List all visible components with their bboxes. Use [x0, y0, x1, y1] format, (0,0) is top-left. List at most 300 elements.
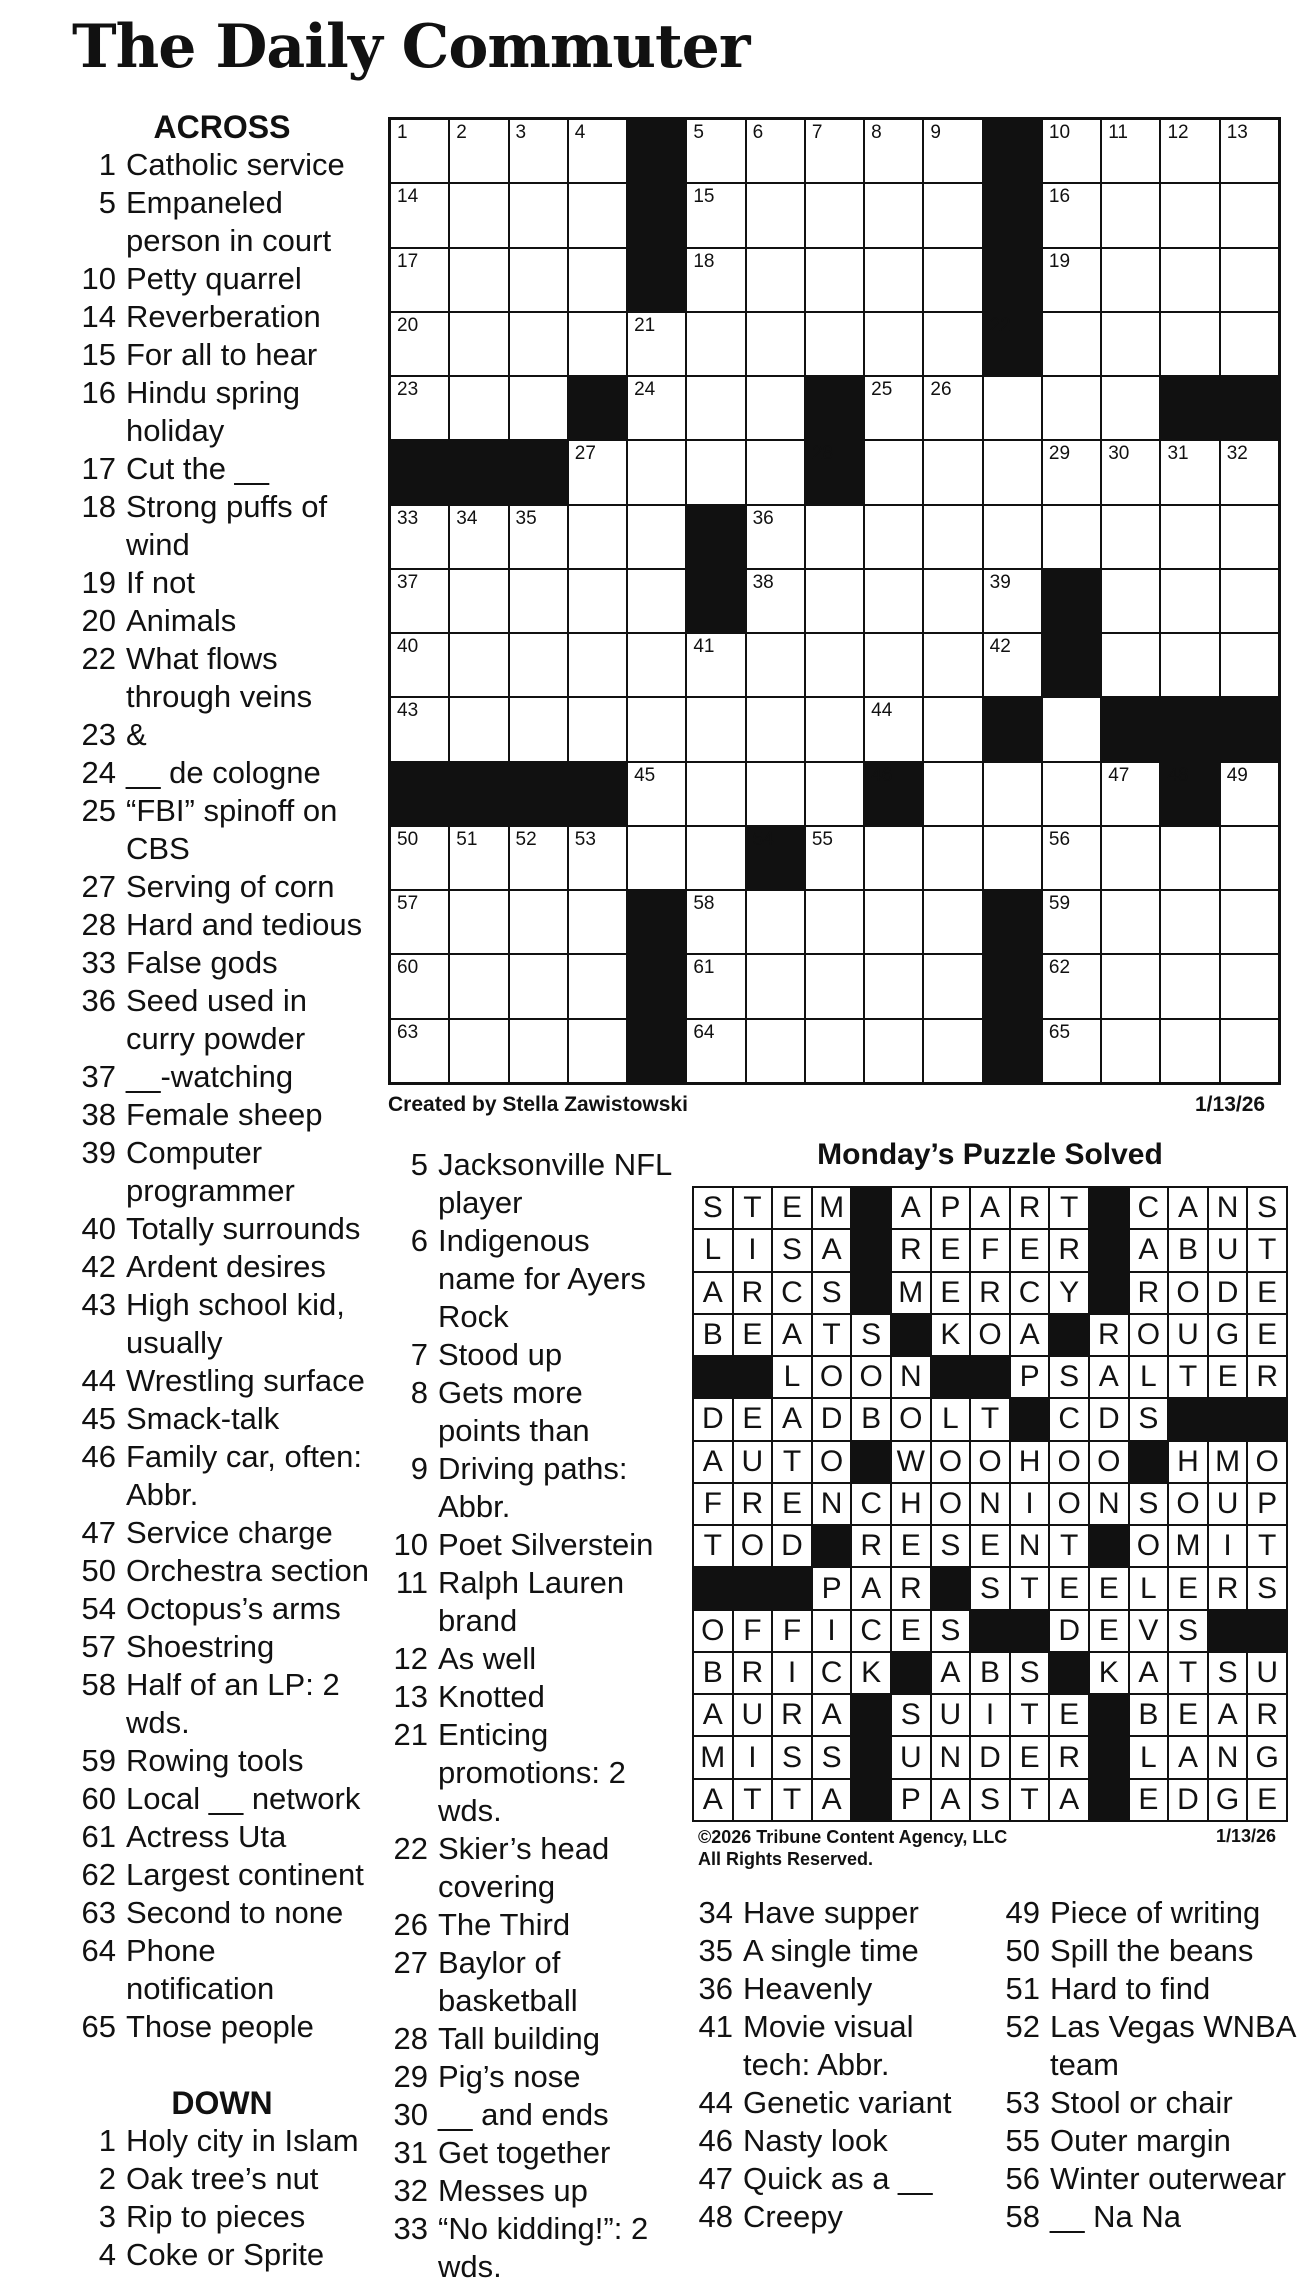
grid-cell — [865, 698, 922, 760]
solution-letter: S — [1011, 1653, 1049, 1693]
grid-number: 6 — [752, 122, 764, 143]
grid-cell — [510, 891, 567, 953]
clue-item — [384, 1830, 674, 1906]
solution-letter: T — [971, 1399, 1009, 1439]
grid-cell — [924, 506, 981, 568]
grid-number: 65 — [1048, 1021, 1071, 1043]
clue-number: 33 — [81, 945, 116, 980]
clue-number: 58 — [1005, 2199, 1040, 2234]
clue-item — [689, 1932, 989, 1970]
clue-item — [384, 2096, 674, 2134]
clue-item — [996, 2008, 1296, 2084]
clue-item — [72, 184, 372, 260]
grid-cell — [391, 891, 448, 953]
clue-text: Ralph Lauren brand — [438, 1565, 625, 1638]
grid-number: 33 — [397, 507, 419, 529]
grid-cell — [687, 1020, 744, 1082]
solution-letter: A — [694, 1273, 732, 1313]
down-clue-list-1 — [72, 2122, 372, 2274]
grid-cell — [1221, 1020, 1278, 1082]
grid-black-square — [510, 763, 567, 825]
clue-item — [996, 2084, 1296, 2122]
clue-text: Hindu spring holiday — [126, 375, 301, 448]
grid-cell — [1161, 955, 1218, 1017]
clue-item — [72, 2236, 372, 2274]
solution-letter: T — [1050, 1188, 1088, 1228]
solution-letter: H — [1011, 1442, 1049, 1482]
clue-text: Enticing promotions: 2 wds. — [438, 1717, 626, 1828]
solution-letter: E — [1248, 1273, 1286, 1313]
solution-black-square — [1090, 1273, 1128, 1313]
clue-number: 63 — [81, 1895, 116, 1930]
grid-cell — [806, 184, 863, 246]
down-clue-list-4 — [996, 1894, 1296, 2236]
grid-cell — [806, 634, 863, 696]
clue-item — [384, 1526, 674, 1564]
clue-number: 36 — [81, 983, 116, 1018]
clue-text: Pig’s nose — [438, 2059, 581, 2094]
grid-number: 56 — [1048, 828, 1071, 850]
solution-letter: S — [1130, 1399, 1168, 1439]
clue-number: 44 — [81, 1363, 116, 1398]
solution-letter: E — [734, 1315, 772, 1355]
clue-number: 13 — [393, 1679, 428, 1714]
grid-cell — [747, 570, 804, 632]
solution-letter: S — [773, 1230, 811, 1270]
clue-text: __ de cologne — [126, 755, 321, 790]
clue-number: 58 — [81, 1667, 116, 1702]
clue-item — [72, 1628, 372, 1666]
grid-cell — [1161, 634, 1218, 696]
clue-text: Hard to find — [1050, 1971, 1211, 2006]
solution-letter: E — [1090, 1568, 1128, 1608]
solution-black-square — [852, 1737, 890, 1777]
solution-letter: O — [1090, 1442, 1128, 1482]
clue-item — [72, 1362, 372, 1400]
solution-letter: C — [852, 1484, 890, 1524]
solution-letter: N — [1090, 1484, 1128, 1524]
clue-number: 25 — [81, 793, 116, 828]
solution-letter: A — [1090, 1357, 1128, 1397]
down-heading: DOWN — [171, 2085, 273, 2121]
grid-cell — [569, 634, 626, 696]
grid-cell — [391, 377, 448, 439]
clue-number: 10 — [393, 1527, 428, 1562]
solution-letter: T — [694, 1526, 732, 1566]
grid-cell — [924, 120, 981, 182]
solution-letter: F — [773, 1611, 811, 1651]
grid-cell — [1102, 827, 1159, 889]
clue-item — [384, 1374, 674, 1450]
grid-cell — [1221, 891, 1278, 953]
clue-number: 44 — [698, 2085, 733, 2120]
clue-item — [996, 2160, 1296, 2198]
clue-number: 35 — [698, 1933, 733, 1968]
clue-item — [72, 2008, 372, 2046]
clue-text: Oak tree’s nut — [126, 2161, 319, 2196]
grid-cell — [865, 249, 922, 311]
solution-letter: U — [734, 1442, 772, 1482]
grid-number: 38 — [752, 571, 774, 593]
solution-letter: E — [734, 1399, 772, 1439]
grid-black-square — [984, 313, 1041, 375]
solution-black-square — [694, 1357, 732, 1397]
clue-text: Piece of writing — [1050, 1895, 1261, 1930]
grid-black-square — [628, 891, 685, 953]
grid-cell — [391, 570, 448, 632]
grid-cell — [450, 827, 507, 889]
grid-cell — [865, 827, 922, 889]
grid-cell — [924, 1020, 981, 1082]
clue-text: Skier’s head covering — [438, 1831, 610, 1904]
clue-item — [72, 1818, 372, 1856]
clue-text: Quick as a __ — [743, 2161, 933, 2196]
grid-black-square — [806, 377, 863, 439]
copyright — [698, 1826, 1007, 1870]
grid-number: 63 — [397, 1021, 419, 1043]
grid-black-square — [1221, 698, 1278, 760]
grid-cell — [924, 441, 981, 503]
solution-black-square — [1209, 1399, 1247, 1439]
grid-cell — [924, 377, 981, 439]
clue-item — [72, 640, 372, 716]
grid-cell — [1043, 763, 1100, 825]
grid-number: 59 — [1048, 893, 1071, 915]
grid-cell — [1161, 891, 1218, 953]
solution-letter: A — [932, 1780, 970, 1820]
grid-cell — [569, 955, 626, 1017]
solution-black-square — [852, 1442, 890, 1482]
solution-letter: B — [694, 1653, 732, 1693]
clue-text: Driving paths: Abbr. — [438, 1451, 628, 1524]
solution-letter: T — [813, 1315, 851, 1355]
solution-letter: O — [1130, 1526, 1168, 1566]
grid-number: 42 — [989, 636, 1011, 658]
clue-text: Phone notification — [126, 1933, 275, 2006]
grid-black-square — [391, 441, 448, 503]
clue-text: Coke or Sprite — [126, 2237, 325, 2272]
clue-number: 15 — [81, 337, 116, 372]
solution-letter: U — [1248, 1653, 1286, 1693]
grid-cell — [510, 1020, 567, 1082]
across-heading: ACROSS — [153, 109, 291, 145]
clue-text: Seed used in curry powder — [126, 983, 307, 1056]
grid-black-square — [984, 1020, 1041, 1082]
grid-number: 29 — [1048, 443, 1071, 465]
clue-item — [72, 1514, 372, 1552]
clue-number: 9 — [410, 1451, 428, 1486]
solution-letter: N — [971, 1484, 1009, 1524]
clue-number: 3 — [98, 2199, 116, 2234]
solution-letter: L — [694, 1230, 732, 1270]
grid-cell — [510, 184, 567, 246]
grid-cell — [628, 763, 685, 825]
clue-text: __-watching — [126, 1059, 294, 1094]
clue-text: Serving of corn — [126, 869, 335, 904]
solution-letter: N — [892, 1357, 930, 1397]
clue-item — [72, 792, 372, 868]
clue-number: 26 — [393, 1907, 428, 1942]
grid-number: 47 — [1108, 764, 1130, 786]
grid-cell — [1221, 184, 1278, 246]
solution-letter: B — [971, 1653, 1009, 1693]
grid-cell — [1043, 184, 1100, 246]
solution-letter: T — [1169, 1653, 1207, 1693]
solution-letter: O — [1169, 1484, 1207, 1524]
grid-black-square — [391, 763, 448, 825]
solution-letter: S — [1169, 1611, 1207, 1651]
solution-letter: C — [813, 1653, 851, 1693]
clue-item — [996, 1894, 1296, 1932]
clue-number: 1 — [98, 2123, 116, 2158]
grid-cell — [569, 313, 626, 375]
grid-cell — [865, 441, 922, 503]
solution-letter: H — [892, 1484, 930, 1524]
clue-number: 59 — [81, 1743, 116, 1778]
grid-cell — [747, 634, 804, 696]
solution-letter: T — [1050, 1526, 1088, 1566]
grid-cell — [510, 120, 567, 182]
grid-black-square — [865, 763, 922, 825]
grid-cell — [865, 1020, 922, 1082]
clue-text: A single time — [743, 1933, 919, 1968]
solution-letter: E — [773, 1188, 811, 1228]
grid-black-square — [1161, 763, 1218, 825]
grid-cell — [510, 634, 567, 696]
grid-black-square — [984, 698, 1041, 760]
clue-text: Winter outerwear — [1050, 2161, 1287, 2196]
solution-letter: A — [1130, 1653, 1168, 1693]
clue-item — [72, 374, 372, 450]
solution-black-square — [1209, 1611, 1247, 1651]
solution-letter: E — [1130, 1780, 1168, 1820]
clue-text: Orchestra section — [126, 1553, 369, 1588]
clue-item — [72, 564, 372, 602]
clue-number: 29 — [393, 2059, 428, 2094]
grid-cell — [984, 763, 1041, 825]
solution-letter: M — [813, 1188, 851, 1228]
grid-cell — [450, 313, 507, 375]
solution-letter: S — [773, 1737, 811, 1777]
solution-letter: R — [1090, 1315, 1128, 1355]
grid-number: 41 — [693, 636, 715, 658]
grid-number: 40 — [397, 636, 419, 658]
grid-black-square — [1161, 377, 1218, 439]
solution-letter: H — [1169, 1442, 1207, 1482]
clue-item — [384, 1716, 674, 1830]
grid-cell — [450, 120, 507, 182]
solution-letter: N — [1209, 1188, 1247, 1228]
clue-number: 12 — [393, 1641, 428, 1676]
grid-cell — [450, 570, 507, 632]
clue-number: 48 — [698, 2199, 733, 2234]
solution-letter: A — [852, 1568, 890, 1608]
grid-number: 22 — [989, 314, 1011, 336]
grid-cell — [1221, 313, 1278, 375]
clue-number: 60 — [81, 1781, 116, 1816]
clue-text: Hard and tedious — [126, 907, 363, 942]
grid-cell — [747, 763, 804, 825]
clue-number: 18 — [81, 489, 116, 524]
solution-letter: A — [813, 1695, 851, 1735]
grid-cell — [687, 955, 744, 1017]
solution-black-square — [734, 1357, 772, 1397]
solution-letter: S — [932, 1611, 970, 1651]
clue-text: Petty quarrel — [126, 261, 302, 296]
grid-cell — [687, 827, 744, 889]
solution-black-square — [773, 1568, 811, 1608]
grid-cell — [747, 698, 804, 760]
clue-text: Half of an LP: 2 wds. — [126, 1667, 340, 1740]
clue-item — [72, 2198, 372, 2236]
solution-letter: E — [1169, 1695, 1207, 1735]
grid-black-square — [1102, 698, 1159, 760]
clue-item — [384, 1450, 674, 1526]
clue-text: Outer margin — [1050, 2123, 1231, 2158]
grid-number: 58 — [693, 893, 715, 915]
solution-letter: R — [892, 1568, 930, 1608]
clue-text: Creepy — [743, 2199, 843, 2234]
clue-item — [72, 146, 372, 184]
clue-text: Actress Uta — [126, 1819, 287, 1854]
grid-cell — [1043, 1020, 1100, 1082]
clue-item — [72, 298, 372, 336]
grid-number: 2 — [456, 122, 467, 143]
clue-number: 55 — [1005, 2123, 1040, 2158]
solution-letter: T — [1169, 1357, 1207, 1397]
grid-cell — [806, 313, 863, 375]
grid-cell — [1161, 1020, 1218, 1082]
clue-item — [72, 1248, 372, 1286]
grid-number: 10 — [1048, 122, 1071, 143]
solution-letter: O — [694, 1611, 732, 1651]
grid-cell — [865, 570, 922, 632]
solution-black-square — [1050, 1315, 1088, 1355]
grid-cell — [510, 313, 567, 375]
solution-black-square — [1169, 1399, 1207, 1439]
grid-black-square — [984, 120, 1041, 182]
clue-text: Totally surrounds — [126, 1211, 361, 1246]
solution-letter: S — [1248, 1188, 1286, 1228]
clue-number: 2 — [98, 2161, 116, 2196]
clue-number: 27 — [81, 869, 116, 904]
clue-item — [384, 1640, 674, 1678]
clue-number: 62 — [81, 1857, 116, 1892]
clue-item — [72, 336, 372, 374]
clue-item — [72, 602, 372, 640]
clue-item — [72, 260, 372, 298]
solution-letter: O — [971, 1315, 1009, 1355]
solution-letter: A — [1169, 1737, 1207, 1777]
grid-cell — [1043, 955, 1100, 1017]
grid-number: 19 — [1048, 250, 1071, 272]
down-clues-column-3 — [689, 1894, 989, 2236]
grid-black-square — [984, 184, 1041, 246]
solution-letter: N — [932, 1737, 970, 1777]
clue-number: 41 — [698, 2009, 733, 2044]
solution-letter: T — [773, 1442, 811, 1482]
solution-letter: D — [971, 1737, 1009, 1777]
clue-item — [689, 2160, 989, 2198]
clue-number: 23 — [81, 717, 116, 752]
clue-item — [72, 1438, 372, 1514]
solution-letter: E — [1169, 1568, 1207, 1608]
solution-black-square — [932, 1568, 970, 1608]
grid-cell — [450, 698, 507, 760]
grid-number: 25 — [871, 379, 893, 401]
grid-cell — [747, 249, 804, 311]
clue-item — [72, 1286, 372, 1362]
solution-letter: S — [1248, 1568, 1286, 1608]
grid-black-square — [569, 763, 626, 825]
solution-letter: I — [971, 1695, 1009, 1735]
solution-letter: R — [734, 1653, 772, 1693]
grid-cell — [510, 698, 567, 760]
grid-number: 5 — [693, 122, 704, 143]
clue-text: Tall building — [438, 2021, 600, 2056]
clue-number: 30 — [393, 2097, 428, 2132]
grid-cell — [984, 506, 1041, 568]
solution-black-square — [1090, 1737, 1128, 1777]
solution-black-square — [971, 1611, 1009, 1651]
clue-text: What flows through veins — [126, 641, 313, 714]
clue-item — [72, 1780, 372, 1818]
grid-cell — [924, 313, 981, 375]
grid-cell — [687, 634, 744, 696]
solution-letter: K — [932, 1315, 970, 1355]
solution-letter: B — [852, 1399, 890, 1439]
grid-cell — [1043, 120, 1100, 182]
grid-cell — [628, 313, 685, 375]
clue-text: Female sheep — [126, 1097, 323, 1132]
solution-letter: A — [1011, 1315, 1049, 1355]
down-clue-list-2 — [384, 1146, 674, 2286]
grid-cell — [747, 441, 804, 503]
clue-item — [384, 2172, 674, 2210]
clue-item — [384, 1944, 674, 2020]
solution-letter: S — [813, 1273, 851, 1313]
solution-letter: U — [1169, 1315, 1207, 1355]
grid-cell — [1043, 827, 1100, 889]
grid-cell — [806, 506, 863, 568]
solution-letter: O — [813, 1357, 851, 1397]
solution-black-square — [813, 1526, 851, 1566]
clue-item — [72, 2160, 372, 2198]
solution-letter: D — [1090, 1399, 1128, 1439]
clue-number: 24 — [81, 755, 116, 790]
grid-black-square — [628, 184, 685, 246]
clue-number: 39 — [81, 1135, 116, 1170]
clue-text: Poet Silverstein — [438, 1527, 654, 1562]
grid-number: 16 — [1048, 186, 1071, 208]
solution-letter: S — [813, 1737, 851, 1777]
clue-text: Holy city in Islam — [126, 2123, 359, 2158]
clue-number: 5 — [410, 1147, 428, 1182]
grid-cell — [924, 955, 981, 1017]
clue-number: 54 — [81, 1591, 116, 1626]
clue-number: 32 — [393, 2173, 428, 2208]
clue-number: 22 — [81, 641, 116, 676]
grid-number: 52 — [515, 828, 537, 850]
clue-text: Stool or chair — [1050, 2085, 1233, 2120]
grid-cell — [1221, 441, 1278, 503]
grid-number: 4 — [574, 122, 586, 143]
grid-cell — [628, 441, 685, 503]
grid-cell — [806, 1020, 863, 1082]
grid-cell — [450, 891, 507, 953]
solution-letter: P — [813, 1568, 851, 1608]
clue-text: Service charge — [126, 1515, 333, 1550]
